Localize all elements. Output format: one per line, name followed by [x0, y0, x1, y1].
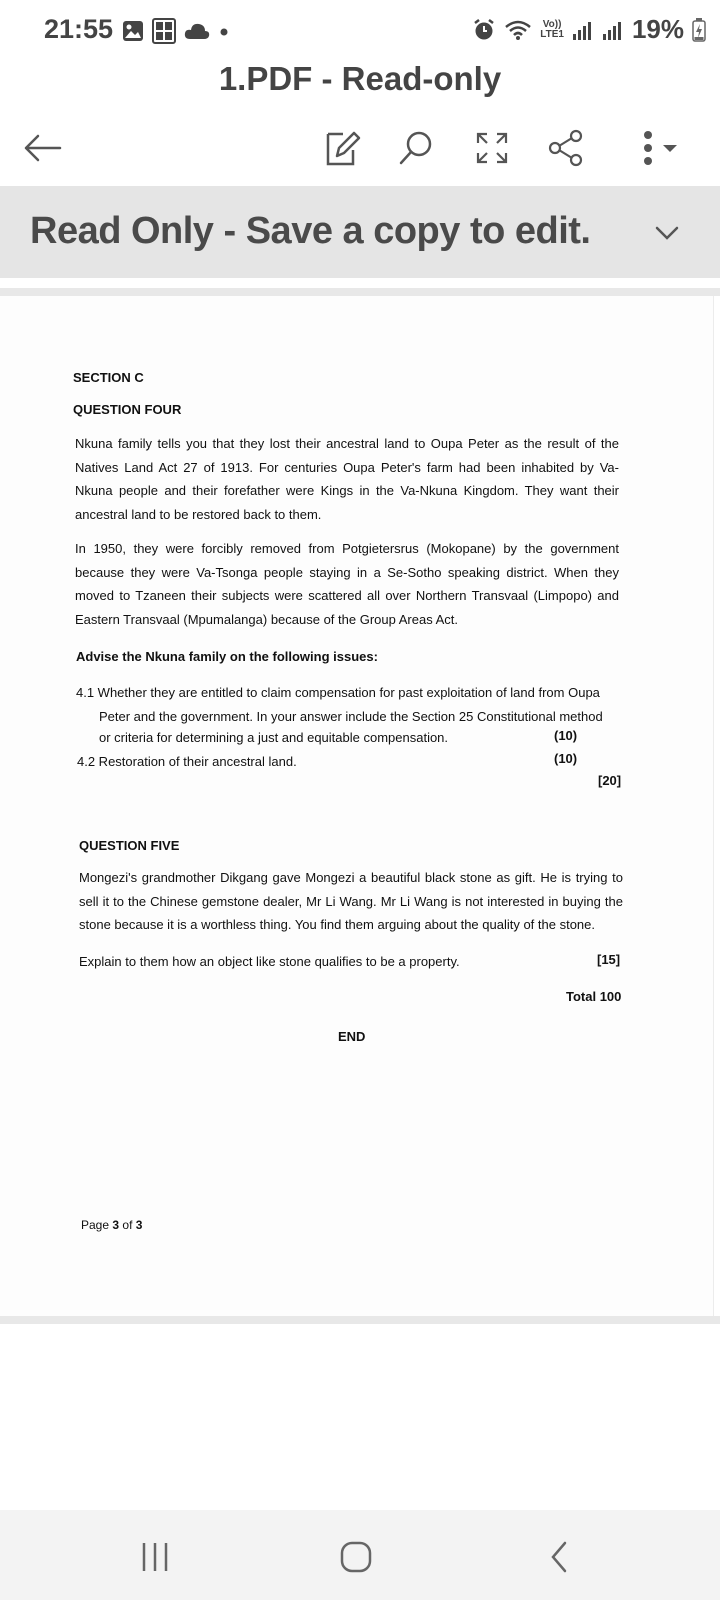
question-four-paragraph-2: In 1950, they were forcibly removed from Potgietersrus (Mokopane) by the government because they were Va-Tsonga people staying in a Se-Sotho speaking district. When they moved to Tzaneen their subjects were scattered all over Northern Transvaal (Limpopo) and Eastern Transvaal (Mpumalanga) because of the Group Areas Act.	[75, 541, 619, 627]
edit-icon	[323, 128, 361, 168]
home-icon	[339, 1540, 373, 1574]
pdf-page[interactable]	[0, 296, 714, 1316]
question-four-title: QUESTION FOUR	[73, 402, 182, 417]
share-button[interactable]	[542, 124, 590, 172]
recent-apps-icon	[138, 1540, 172, 1574]
back-button[interactable]	[18, 124, 66, 172]
status-bar	[0, 0, 720, 60]
read-only-banner-text: Read Only - Save a copy to edit.	[30, 210, 591, 252]
question-four-paragraph-1: Nkuna family tells you that they lost their ancestral land to Oupa Peter as the result of the Natives Land Act 27 of 1913. For centuries Oupa Peter's farm had been inhabited by Va-Nkuna people and their forefather were Kings in the Va-Nkuna Kingdom. They want their ancestral land to be restored back to them.	[75, 436, 619, 522]
chevron-down-icon[interactable]	[650, 216, 684, 250]
search-icon	[397, 129, 435, 167]
question-4-2-marks: (10)	[554, 751, 578, 766]
advise-heading: Advise the Nkuna family on the following issues:	[76, 649, 378, 664]
page-divider	[0, 288, 720, 296]
status-time: 21:55	[44, 14, 114, 44]
gallery-icon	[122, 20, 144, 42]
question-4-2: 4.2 Restoration of their ancestral land.	[77, 754, 297, 769]
end-marker: END	[338, 1029, 366, 1044]
battery-charging-icon	[692, 18, 706, 42]
recent-apps-button[interactable]	[125, 1532, 185, 1582]
dot-icon	[218, 25, 230, 37]
wifi-icon	[504, 19, 532, 41]
back-nav-button[interactable]	[530, 1532, 590, 1582]
navigation-bar	[0, 1510, 720, 1600]
toolbar	[0, 112, 720, 184]
signal-strength-icon-1	[572, 19, 594, 41]
edit-button[interactable]	[318, 124, 366, 172]
fullscreen-icon	[475, 131, 509, 165]
question-four-total-marks: [20]	[598, 773, 622, 788]
share-icon	[547, 129, 585, 167]
back-arrow-icon	[22, 133, 62, 163]
read-only-banner[interactable]	[0, 186, 720, 278]
network-type-label: Vo)) LTE1	[540, 18, 564, 40]
cloud-icon	[184, 22, 210, 40]
status-notification-icons	[122, 18, 230, 44]
question-4-1-line-1: 4.1 Whether they are entitled to claim compensation for past exploitation of land from Oupa	[76, 685, 600, 700]
more-icon	[635, 128, 685, 168]
total-marks: Total 100	[566, 989, 622, 1004]
question-five-explain: Explain to them how an object like stone qualifies to be a property.	[79, 954, 460, 969]
section-heading: SECTION C	[73, 370, 144, 385]
home-button[interactable]	[326, 1532, 386, 1582]
calculator-icon	[152, 18, 176, 44]
question-4-1-line-2: Peter and the government. In your answer include the Section 25 Constitutional method	[99, 709, 603, 724]
page-number: Page 3 of 3	[81, 1218, 143, 1232]
alarm-icon	[472, 18, 496, 42]
question-five-title: QUESTION FIVE	[79, 838, 180, 853]
question-five-marks: [15]	[597, 952, 621, 967]
battery-percent: 19%	[631, 14, 684, 44]
question-4-1-line-3: or criteria for determining a just and equitable compensation.	[99, 730, 449, 745]
document-title: 1.PDF - Read-only	[218, 60, 502, 97]
more-options-button[interactable]	[630, 124, 690, 172]
page-divider-bottom	[0, 1316, 720, 1324]
fullscreen-button[interactable]	[468, 124, 516, 172]
status-system-icons	[472, 14, 706, 45]
question-4-1-marks: (10)	[554, 728, 578, 743]
signal-strength-icon-2	[602, 19, 624, 41]
search-button[interactable]	[392, 124, 440, 172]
question-five-paragraph: Mongezi's grandmother Dikgang gave Mongezi a beautiful black stone as gift. He is trying to sell it to the Chinese gemstone dealer, Mr Li Wang. Mr Li Wang is not interested in buying the stone because it is a worthless thing. You find them arguing about the quality of the stone.	[79, 870, 623, 932]
back-icon	[543, 1540, 577, 1574]
